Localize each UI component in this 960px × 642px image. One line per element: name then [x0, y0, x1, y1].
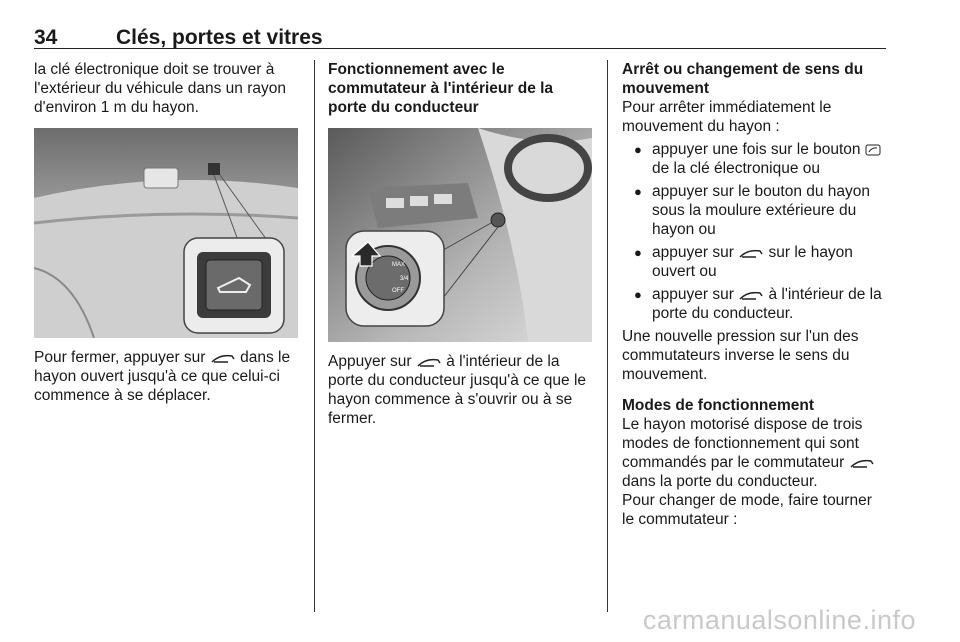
watermark: carmanualsonline.info — [642, 605, 916, 635]
switch-paragraph — [328, 352, 594, 428]
section-heading-stop: Arrêt ou changement de sens du mouvement — [622, 61, 864, 97]
switch-label-34: 3/4 — [400, 276, 409, 282]
column-3 — [622, 60, 888, 529]
switch-label-max: MAX — [392, 262, 406, 268]
section-heading-modes: Modes de fonctionnement — [622, 397, 815, 414]
list-item: ● appuyer sur le bouton du hayon sous la moulure extérieure du hayon ou — [634, 183, 871, 238]
key-tailgate-icon — [865, 144, 881, 156]
stop-intro: Pour arrêter immédiatement le mouvement du hayon : — [622, 99, 832, 135]
column-2 — [328, 60, 594, 428]
tailgate-icon — [738, 247, 764, 259]
list-item: ● appuyer sur à l'intérieur de la porte du conducteur. — [634, 286, 882, 322]
change-mode-paragraph: Pour changer de mode, faire tourner le commutateur : — [622, 492, 872, 528]
reverse-paragraph: Une nouvelle pression sur l'un des commutateurs inverse le sens du mouvement. — [622, 328, 859, 383]
tailgate-icon — [738, 289, 764, 301]
column-1 — [34, 60, 300, 405]
page-header — [34, 26, 886, 49]
stop-options-list — [622, 140, 888, 323]
switch-label-off: OFF — [392, 288, 404, 294]
list-item: ● appuyer une fois sur le bouton de la clé électronique ou — [622, 140, 888, 178]
column-divider — [607, 60, 608, 612]
modes-paragraph: Le hayon motorisé dispose de trois modes de fonctionnement qui sont commandés par le commutateur dans la porte du conducteur. — [622, 415, 888, 491]
column-divider — [314, 60, 315, 612]
switch-text-after: à l'intérieur de la porte du conducteur jusqu'à ce que le hayon commence à s'ouvrir ou à se fermer. — [328, 353, 587, 427]
list-item: ● appuyer sur sur le hayon ouvert ou — [634, 244, 853, 280]
closing-paragraph — [34, 348, 300, 405]
switch-text-before: Appuyer sur — [328, 353, 412, 370]
closing-text-before: Pour fermer, appuyer sur — [34, 349, 206, 366]
tailgate-button-figure — [34, 128, 298, 338]
tailgate-icon — [416, 356, 442, 368]
intro-paragraph: la clé électronique doit se trouver à l'extérieur du véhicule dans un rayon d'environ 1 m du hayon. — [34, 61, 286, 116]
page-number: 34 — [34, 26, 58, 49]
driver-door-switch-figure — [328, 128, 592, 342]
section-heading: Fonctionnement avec le commutateur à l'intérieur de la porte du conducteur — [328, 61, 554, 116]
chapter-title: Clés, portes et vitres — [116, 26, 323, 49]
closing-text-after: dans le hayon ouvert jusqu'à ce que celui-ci commence à se déplacer. — [34, 349, 291, 404]
tailgate-icon — [210, 352, 236, 364]
tailgate-icon — [849, 457, 875, 469]
